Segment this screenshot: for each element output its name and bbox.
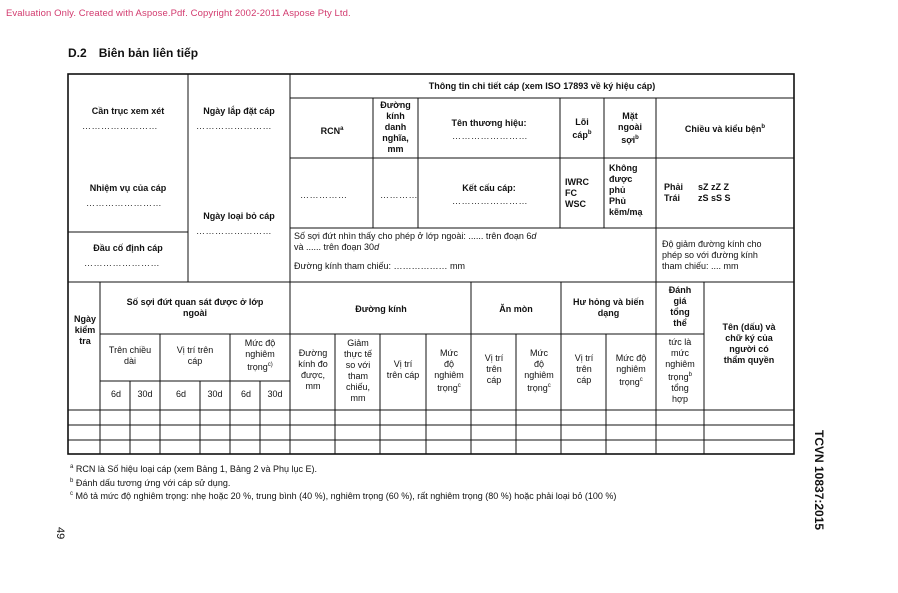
- col-muc-do-2: Mức độ nghiêm trọng$^c$: [434, 348, 464, 393]
- header-can-truc: Cần trục xem xét: [91, 106, 165, 116]
- col-vi-tri-tren-cap: Vị trí trên cáp: [176, 345, 214, 366]
- col-hh-muc-do: Mức độ nghiêm trọng$^c$: [615, 353, 647, 387]
- surface-types: Không được phủ Phủ kẽm/mạ: [609, 163, 643, 217]
- section-title: Biên bản liên tiếp: [98, 46, 199, 60]
- col-ten-dau: Tên (dấu) và chữ ký của người có thẩm quyền: [722, 322, 776, 365]
- col-am-vi-tri: Vị trí trên cáp: [484, 353, 504, 385]
- header-ket-cau: Kết cấu cáp:: [462, 183, 516, 193]
- col-giam-thuc-te: Giảm thực tế so với tham chiếu, mm: [343, 338, 373, 403]
- header-rcn: RCN$^a$: [320, 126, 344, 136]
- header-loi-cap: Lõi cáp$^b$: [572, 117, 592, 140]
- col-hh-vi-tri: Vị trí trên cáp: [574, 353, 594, 385]
- allowed-broken-wires: Số sợi đứt nhìn thấy cho phép ở lớp ngoài: ...... trên đoạn 6d và ...... trên đoạn 30d: [294, 231, 537, 252]
- header-ngay-lap: Ngày lắp đặt cáp: [203, 106, 275, 116]
- header-chieu-kieu: Chiều và kiểu bện$^b$: [684, 124, 766, 134]
- col-danh-gia: Đánh giá tổng thể: [668, 285, 692, 328]
- col-tren-chieu-dai: Trên chiều dài: [108, 345, 152, 366]
- diameter-reduction: Độ giảm đường kính cho phép so với đường kính tham chiếu: .... mm: [662, 239, 762, 271]
- col-30d-3: 30d: [267, 389, 283, 399]
- header-duong-kinh-danh-nghia: Đường kính danh nghĩa, mm: [380, 100, 411, 154]
- col-30d-2: 30d: [207, 389, 223, 399]
- col-6d-3: 6d: [240, 389, 251, 399]
- col-muc-do: Mức độ nghiêm trọng$^{c)}$: [244, 338, 276, 372]
- header-dau-co-dinh: Đầu cố định cáp: [93, 243, 163, 253]
- col-vi-tri-cap: Vị trí trên cáp: [386, 359, 420, 380]
- header-nhiem-vu: Nhiệm vụ của cáp: [89, 183, 167, 193]
- col-an-mon: Ăn mòn: [499, 304, 533, 314]
- section-number: D.2: [68, 46, 87, 60]
- col-6d-2: 6d: [175, 389, 186, 399]
- footnote-a: $^a$ RCN là Số hiệu loại cáp (xem Bảng 1, Bảng 2 và Phụ lục E).: [70, 464, 317, 474]
- col-30d-1: 30d: [137, 389, 153, 399]
- col-hu-hong: Hư hỏng và biến dạng: [572, 297, 645, 318]
- core-types: IWRC FC WSC: [565, 177, 589, 209]
- col-so-soi-dut: Số sợi đứt quan sát được ở lớp ngoài: [126, 297, 264, 318]
- reference-diameter: Đường kính tham chiếu: ……………… mm: [294, 261, 465, 271]
- col-am-muc-do: Mức độ nghiêm trọng$^c$: [524, 348, 554, 393]
- footnote-c: $^c$ Mô tả mức độ nghiêm trọng: nhẹ hoặc 20 %, trung bình (40 %), nghiêm trọng (60 %), rất nghiêm trọng (80 %) hoặc phải loại bỏ (100 %): [70, 491, 617, 501]
- col-dk-do: Đường kính đo được, mm: [298, 348, 328, 391]
- header-ten-thuong-hieu: Tên thương hiệu:: [451, 118, 527, 128]
- col-6d-1: 6d: [110, 389, 121, 399]
- watermark: Evaluation Only. Created with Aspose.Pdf. Copyright 2002-2011 Aspose Pty Ltd.: [6, 8, 351, 19]
- page-number: 49: [54, 527, 66, 540]
- header-thong-tin: Thông tin chi tiết cáp (xem ISO 17893 về ký hiệu cáp): [428, 81, 656, 91]
- lay-direction: Phải Trái: [664, 182, 684, 203]
- header-ngay-loai: Ngày loại bỏ cáp: [203, 211, 275, 221]
- col-tuc-la: tức là mức nghiêm trọng$^b$ tổng hợp: [665, 337, 695, 404]
- standard-code: TCVN 10837:2015: [812, 430, 826, 531]
- lay-codes: sZ zZ Z zS sS S: [698, 182, 731, 203]
- header-mat-ngoai: Mặt ngoài sợi$^b$: [618, 111, 642, 145]
- footnote-b: $^b$ Đánh dấu tương ứng với cáp sử dụng.: [70, 478, 231, 488]
- col-duong-kinh: Đường kính: [355, 304, 407, 314]
- col-ngay-kiem-tra: Ngày kiểm tra: [73, 314, 96, 346]
